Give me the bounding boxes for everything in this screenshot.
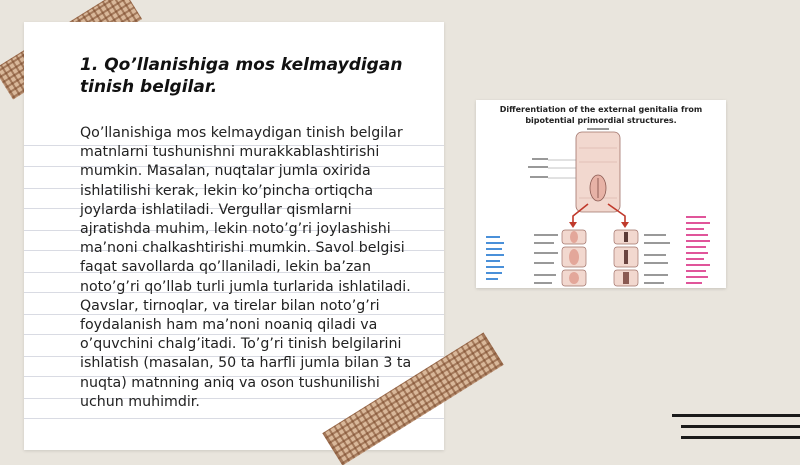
decorative-rule	[672, 414, 800, 417]
embryology-figure	[476, 100, 726, 288]
blue-annotation-marks	[486, 236, 504, 280]
primordial-structure	[528, 128, 620, 212]
decorative-rule	[681, 436, 800, 439]
figure-title: Differentiation of the external genitalia from bipotential primordial structures.	[499, 105, 703, 125]
decorative-rule	[681, 425, 800, 428]
female-development-series	[534, 230, 586, 286]
slide-body-text: Qo’llanishiga mos kelmaydigan tinish belgilar matnlarni tushunishni murakkablashtirishi mumkin. Masalan, nuqtalar jumla oxirida ishlatilishi kerak, lekin ko’pincha ortiqcha joylarda ishlatiladi. Vergullar qismlarni ajratishda muhim, lekin noto’g’ri joylashishi ma’noni chalkashtirishi mumkin. Savol belgisi faqat savollarda qo’llaniladi, lekin ba’zan noto’g’ri qo’llab turli jumla turlarida ishlatiladi. Qavslar, tirnoqlar, va tirelar bilan noto’g’ri foydalanish ham ma’noni noaniq qiladi va o’quvchini chalg’itadi. To’g’ri tinish belgilarini ishlatish (masalan, 50 ta harfli jumla bilan 3 ta nuqta) matnning aniq va oson tushunilishi uchun muhimdir.	[80, 125, 412, 410]
slide-title: 1. Qo’llanishiga mos kelmaydigan tinish belgilar.	[80, 55, 403, 97]
pink-annotation-marks	[686, 216, 710, 284]
genitalia-diagram-illustration	[476, 126, 726, 288]
male-development-series	[614, 230, 670, 286]
